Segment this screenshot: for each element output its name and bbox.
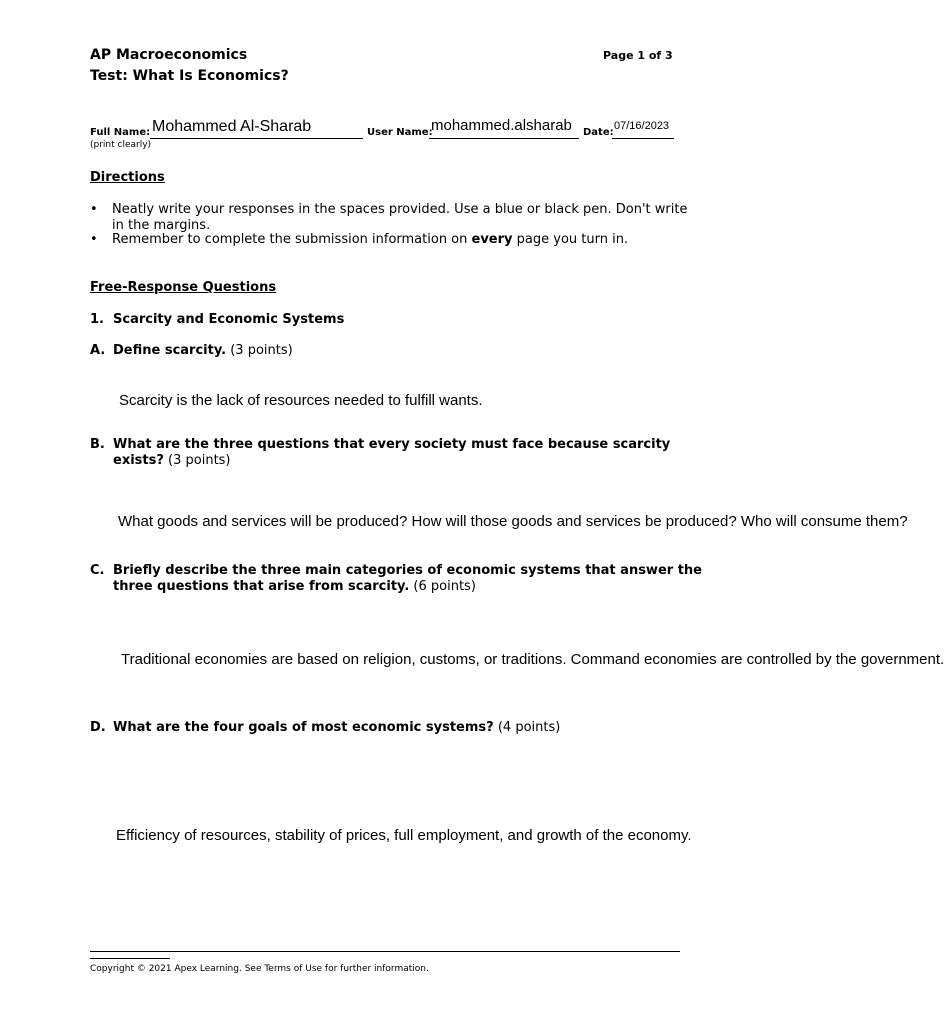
directions-item-text: Neatly write your responses in the spaces provided. Use a blue or black pen. Don't write bbox=[112, 202, 688, 217]
full-name-label: Full Name: bbox=[90, 127, 151, 138]
copyright-text: Copyright © 2021 Apex Learning. See Terms of Use for further information. bbox=[90, 964, 429, 974]
user-name-label: User Name: bbox=[367, 127, 433, 138]
footer-rule bbox=[90, 951, 680, 952]
date-label: Date: bbox=[583, 127, 614, 138]
question-c-prompt-line2: three questions that arise from scarcity. (6 points) bbox=[113, 579, 476, 594]
answer-b[interactable]: What goods and services will be produced? How will those goods and services be produced? Who will consume them? bbox=[118, 513, 908, 530]
date-underline bbox=[612, 138, 674, 139]
section-number: 1. bbox=[90, 312, 104, 327]
section-title: Scarcity and Economic Systems bbox=[113, 312, 345, 327]
full-name-field[interactable]: Mohammed Al-Sharab bbox=[152, 118, 312, 135]
test-title: Test: What Is Economics? bbox=[90, 68, 289, 84]
question-letter: B. bbox=[90, 437, 105, 452]
directions-item-text-pre: Remember to complete the submission information on bbox=[112, 232, 472, 247]
question-b-prompt-line1: What are the three questions that every society must face because scarcity bbox=[113, 437, 671, 452]
question-letter: C. bbox=[90, 563, 105, 578]
directions-item bbox=[90, 232, 690, 248]
user-name-field[interactable]: mohammed.alsharab bbox=[431, 117, 572, 134]
answer-d[interactable]: Efficiency of resources, stability of prices, full employment, and growth of the economy. bbox=[116, 827, 692, 844]
question-d-points: (4 points) bbox=[497, 720, 561, 735]
print-clearly-note: (print clearly) bbox=[90, 140, 152, 150]
directions-item-text-post: page you turn in. bbox=[512, 232, 629, 247]
bullet-icon: • bbox=[90, 232, 98, 247]
question-b-prompt-line2: exists? (3 points) bbox=[113, 453, 231, 468]
directions-item-text-cont: in the margins. bbox=[112, 218, 211, 233]
page-indicator: Page 1 of 3 bbox=[603, 49, 673, 62]
directions-list bbox=[90, 200, 690, 248]
full-name-underline bbox=[150, 138, 363, 139]
free-response-heading: Free-Response Questions bbox=[90, 280, 277, 295]
answer-a[interactable]: Scarcity is the lack of resources needed to fulfill wants. bbox=[119, 392, 483, 409]
question-letter: D. bbox=[90, 720, 106, 735]
directions-heading: Directions bbox=[90, 170, 165, 185]
question-a-prompt: Define scarcity. (3 points) bbox=[113, 343, 293, 358]
user-name-underline bbox=[429, 138, 579, 139]
question-c-prompt-line1: Briefly describe the three main categories of economic systems that answer the bbox=[113, 563, 702, 578]
course-title: AP Macroeconomics bbox=[90, 47, 248, 63]
question-a-points: (3 points) bbox=[230, 343, 293, 358]
question-d-prompt: What are the four goals of most economic systems? (4 points) bbox=[113, 720, 561, 735]
directions-item bbox=[90, 202, 690, 234]
directions-item-text-bold: every bbox=[471, 232, 513, 247]
footnote-separator bbox=[90, 958, 170, 959]
answer-c[interactable]: Traditional economies are based on religion, customs, or traditions. Command economies are controlled by the government. bbox=[121, 651, 944, 668]
question-b-points: (3 points) bbox=[168, 453, 231, 468]
question-c-points: (6 points) bbox=[413, 579, 476, 594]
date-field[interactable]: 07/16/2023 bbox=[614, 120, 670, 132]
question-letter: A. bbox=[90, 343, 106, 358]
bullet-icon: • bbox=[90, 202, 98, 217]
